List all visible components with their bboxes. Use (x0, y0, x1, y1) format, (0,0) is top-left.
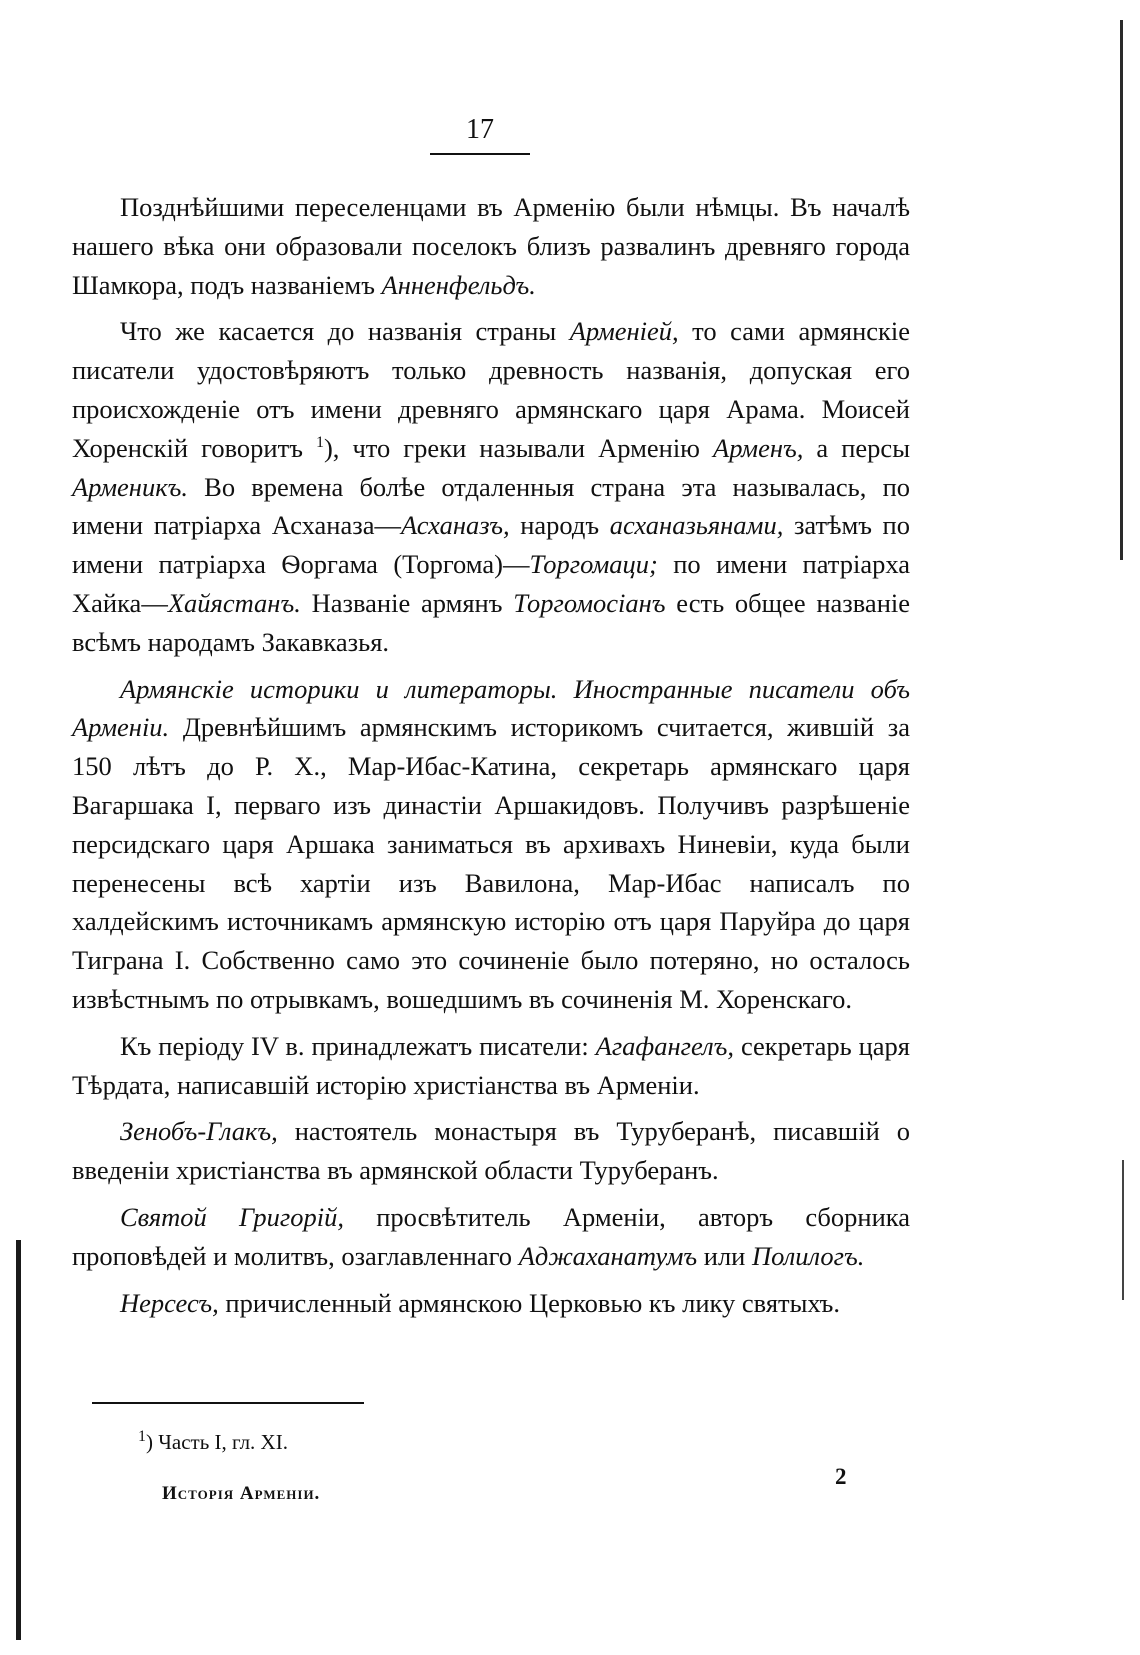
text-run: народъ (509, 510, 610, 541)
scan-page-edge-lower (1122, 1160, 1124, 1300)
italic-term: Асханазъ, (400, 510, 510, 541)
text-run: причисленный армянскою Церковью къ лику святыхъ. (218, 1287, 840, 1318)
text-run: Древнѣйшимъ армянскимъ историкомъ считается, жившій за 150 лѣтъ до Р. Х., Мар-Ибас-Катина, секретарь армянскаго царя Вагаршака I, перваго изъ династіи Аршакидовъ. Получивъ разрѣшеніе персидскаго царя Аршака заниматься въ архивахъ Ниневіи, куда были перенесены всѣ хартіи изъ Вавилона, Мар-Ибас написалъ по халдейскимъ источникамъ армянскую исторію отъ царя Паруйра до царя Тиграна I. Собственно само это сочиненіе было потеряно, но осталось извѣстнымъ по отрывкамъ, вошедшимъ въ сочиненія М. Хоренскаго. (72, 712, 910, 1014)
text-run: затѣмъ по имени патріарха Ѳоргама (Торгома)— (72, 510, 910, 580)
italic-term: Торгомаци; (529, 549, 658, 580)
paragraph (72, 312, 910, 661)
footnote (138, 1428, 288, 1456)
text-run: Что же касается до названія страны (120, 316, 570, 347)
italic-term: асханазьянами, (609, 510, 784, 541)
italic-term: Арменъ, (713, 432, 804, 463)
italic-term: Аджаханатумъ (518, 1240, 698, 1271)
italic-term: Армянскіе историки и литераторы. Иностранные писатели объ Арменіи. (72, 673, 910, 743)
text-run: а персы (803, 432, 910, 463)
text-run: то сами армянскіе писатели удостовѣряютъ только древность названія, допуская его происхожденіе отъ имени древняго армянскаго царя Арама. Моисей Хоренскій говоритъ (72, 316, 911, 463)
paragraph (72, 188, 910, 304)
italic-term: Нерсесъ, (120, 1287, 219, 1318)
text-run: секретарь царя Тѣрдата, написавшій исторію христіанства въ Арменіи. (72, 1030, 910, 1100)
text-run: Во времена болѣе отдаленныя страна эта называлась, по имени патріарха Асханаза— (72, 471, 910, 541)
footnote-rule (92, 1402, 364, 1404)
page-number-rule (430, 153, 530, 155)
text-run: ), что греки называли Арменію (323, 432, 714, 463)
text-run: просвѣтитель Арменіи, авторъ сборника проповѣдей и молитвъ, озаглавленнаго (72, 1201, 910, 1271)
paragraph (72, 1112, 910, 1190)
italic-term: Агафангелъ, (595, 1030, 735, 1061)
signature-mark: 2 (835, 1464, 847, 1489)
text-run: Къ періоду IV в. принадлежатъ писатели: (120, 1030, 596, 1061)
text-run: Позднѣйшими переселенцами въ Арменію были нѣмцы. Въ началѣ нашего вѣка они образовали поселокъ близъ развалинъ древняго города Шамкора, подъ названіемъ (72, 192, 910, 300)
body-text (72, 188, 910, 1330)
italic-term: Хайястанъ. (167, 587, 301, 618)
italic-term: Торгомосіанъ (513, 587, 666, 618)
text-run: по имени патріарха Хайка— (72, 549, 910, 618)
italic-term: Анненфельдъ. (381, 269, 536, 300)
italic-term: Арменикъ. (72, 471, 188, 502)
paragraph (72, 1198, 910, 1276)
paragraph (72, 1027, 910, 1105)
running-title: Исторія Арменіи. (162, 1483, 321, 1504)
footnote-marker: 1 (138, 1428, 146, 1445)
footnote-reference: 1 (315, 433, 324, 451)
text-run: или (697, 1240, 752, 1271)
italic-term: Зенобъ-Глакъ, (120, 1116, 278, 1147)
footnote-text: ) Часть I, гл. XI. (146, 1430, 288, 1454)
paragraph (72, 1284, 910, 1323)
page-number: 17 (466, 114, 494, 145)
italic-term: Полилогъ. (751, 1240, 865, 1271)
paragraph (72, 670, 910, 1019)
italic-term: Арменіей, (569, 316, 679, 347)
scan-page-edge (1120, 20, 1123, 560)
italic-term: Святой Григорій, (120, 1201, 344, 1232)
text-run: настоятель монастыря въ Турyберанѣ, писавшій о введеніи христіанства въ армянской области Турyберанъ. (72, 1116, 910, 1186)
text-run: Названіе армянъ (300, 587, 514, 618)
text-run: есть общее названіе всѣмъ народамъ Закавказья. (72, 587, 910, 657)
scan-binding-edge (16, 1240, 21, 1640)
